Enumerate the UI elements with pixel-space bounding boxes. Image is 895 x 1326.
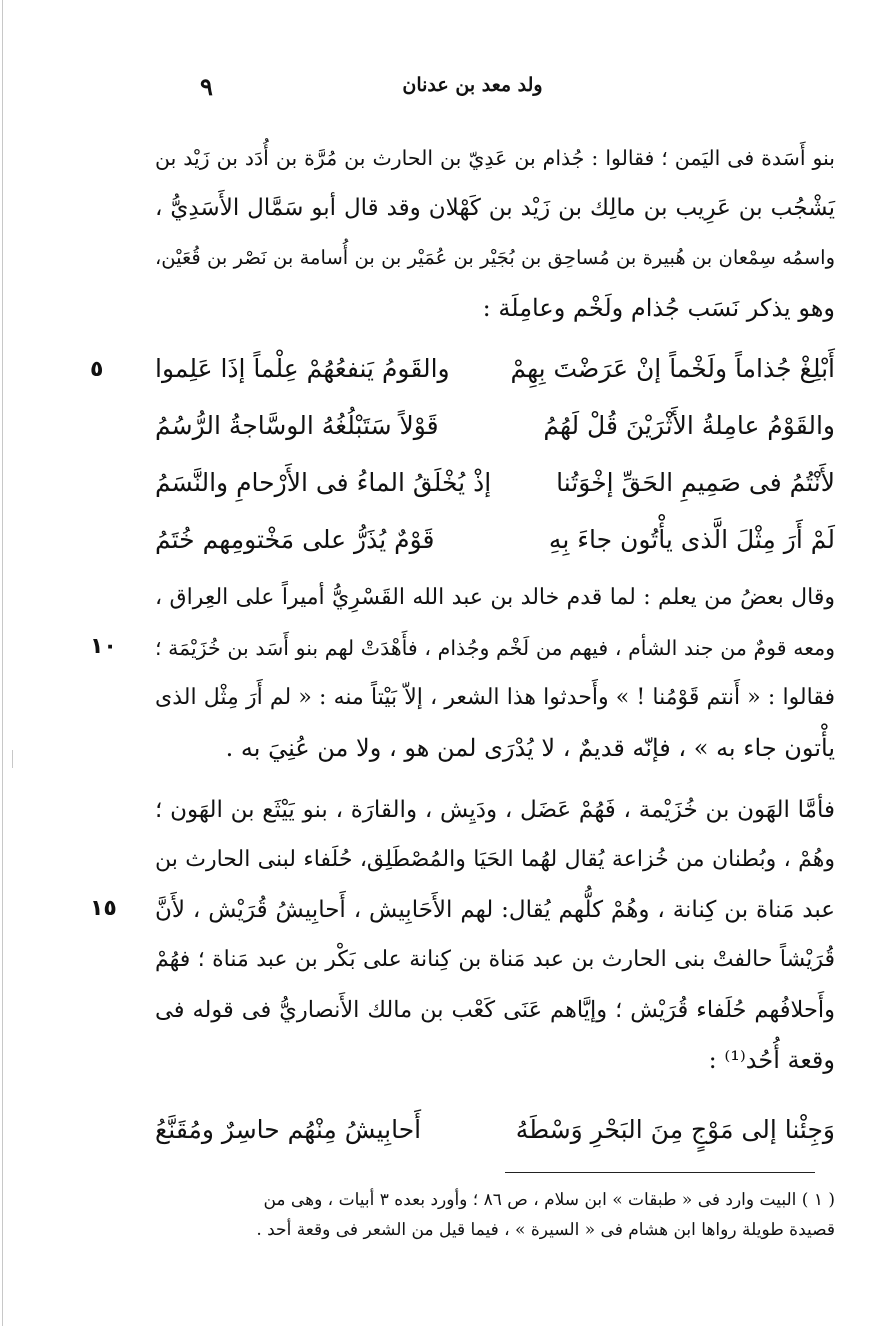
poem-verse [155, 404, 835, 448]
running-title: ولد معد بن عدنان [402, 74, 543, 96]
poem-verse [155, 347, 835, 391]
verse-second-hemistich: أَحابِيشُ مِنْهُم حاسِرٌ ومُقَنَّعُ [155, 1115, 422, 1144]
text-line: فأمَّا الهَون بن خُزَيْمة ، فَهُمْ عَضَل ، ودَيِش ، والقارَة ، بنو يَيْثَع بن الهَون ؛ [155, 797, 835, 823]
verse-first-hemistich: والقَوْمُ عامِلةُ الأَثْرَيْنَ قُلْ لَهُمُ [543, 411, 835, 440]
text-line: بنو أَسَدة فى اليَمن ؛ فقالوا : جُذام بن عَدِيّ بن الحارث بن مُرَّة بن أُدَد بن زَيْد بن [155, 146, 835, 170]
margin-line-number: ٥ [90, 357, 104, 382]
text-line: وهُمْ ، وبُطنان من خُزاعة يُقال لهُما الحَيَا والمُصْطَلِق، حُلَفاء لبنى الحارث بن [155, 847, 835, 872]
text-line: وقعة أُحُد⁽¹⁾ : [708, 1046, 835, 1074]
text-line: واسمُه سِمْعان بن هُبيرة بن مُساحِق بن بُجَيْر بن عُمَيْر بن بن أُسامة بن نَصْر بن قُعَيْن، [155, 246, 835, 269]
verse-first-hemistich: وَجِئْنا إلى مَوْجٍ مِنَ البَحْرِ وَسْطَهُ [515, 1115, 835, 1144]
poem-verse [155, 461, 835, 505]
verse-first-hemistich: أَبْلِغْ جُذاماً ولَخْماً إنْ عَرَضْتَ بِهِمْ [510, 354, 835, 383]
text-line: وهو يذكر نَسَب جُذام ولَخْم وعامِلَة : [482, 294, 835, 322]
text-line: ومعه قومٌ من جند الشأم ، فيهم من لَخْم وجُذام ، فأَهْدَتْ لهم بنو أَسَد بن خُزَيْمَة ؛ [155, 636, 835, 660]
margin-line-number: ١٥ [90, 896, 117, 921]
footnote-rule [505, 1172, 815, 1173]
scan-speck [12, 750, 13, 768]
text-line: يأْتون جاء به » ، فإنّه قديمٌ ، لا يُدْرَى لمن هو ، ولا من عُنِيَ به . [225, 734, 835, 762]
margin-line-number: ١٠ [90, 634, 117, 659]
verse-first-hemistich: لأَنْتُمُ فى صَمِيمِ الحَقِّ إخْوَتُنا [556, 468, 835, 497]
text-line: وقال بعضُ من يعلم : لما قدم خالد بن عبد الله القَسْرِيُّ أميراً على العِراق ، [155, 585, 835, 610]
verse-first-hemistich: لَمْ أَرَ مِثْلَ الَّذى يأْتُون جاءَ بِهِ [548, 525, 835, 554]
page-header [150, 68, 795, 108]
verse-second-hemistich: قَوْلاً سَتَبْلُغُهُ الوسَّاجةُ الرُّسُمُ [155, 411, 439, 440]
scan-edge [2, 0, 3, 1326]
poem-verse [155, 1108, 835, 1152]
poem-verse [155, 518, 835, 562]
verse-second-hemistich: والقَومُ يَنفعُهُمْ عِلْماً إذَا عَلِموا [155, 354, 450, 383]
footnote-line: قصيدة طويلة رواها ابن هشام فى « السيرة » ، فيما قيل من الشعر فى وقعة أحد . [256, 1220, 835, 1240]
text-line: فقالوا : « أَنتم قَوْمُنا ! » وأَحدثوا هذا الشعر ، إلاّ بَيْتاً منه : « لم أَرَ مِثْل الذى [155, 685, 835, 710]
footnote-line: ( ١ ) البيت وارد فى « طبقات » ابن سلام ، ص ٨٦ ؛ وأورد بعده ٣ أبيات ، وهى من [263, 1190, 835, 1210]
verse-second-hemistich: قَوْمٌ يُذَرُّ على مَخْتومِهم خُتَمُ [155, 525, 435, 554]
page-number: ٩ [200, 72, 213, 101]
text-line: يَشْجُب بن عَرِيب بن مالِك بن زَيْد بن كَهْلان وقد قال أبو سَمَّال الأَسَدِيُّ ، [155, 195, 835, 221]
text-line: عبد مَناة بن كِنانة ، وهُمْ كلُّهم يُقال: لهم الأَحَابِيش ، أَحابِيشُ قُرَيْش ، لأَنَّ [155, 897, 835, 923]
text-line: وأَحلافُهم حُلَفاء قُرَيْش ؛ وإيَّاهم عَنَى كَعْب بن مالك الأَنصاريُّ فى قوله فى [155, 997, 835, 1023]
verse-second-hemistich: إذْ يُخْلَقُ الماءُ فى الأَرْحامِ والنَّسَمُ [155, 468, 492, 497]
text-line: قُرَيْشاً حالفتْ بنى الحارث بن عبد مَناة بن كِنانة على بَكْر بن عبد مَناة ؛ فهُمْ [155, 947, 835, 972]
